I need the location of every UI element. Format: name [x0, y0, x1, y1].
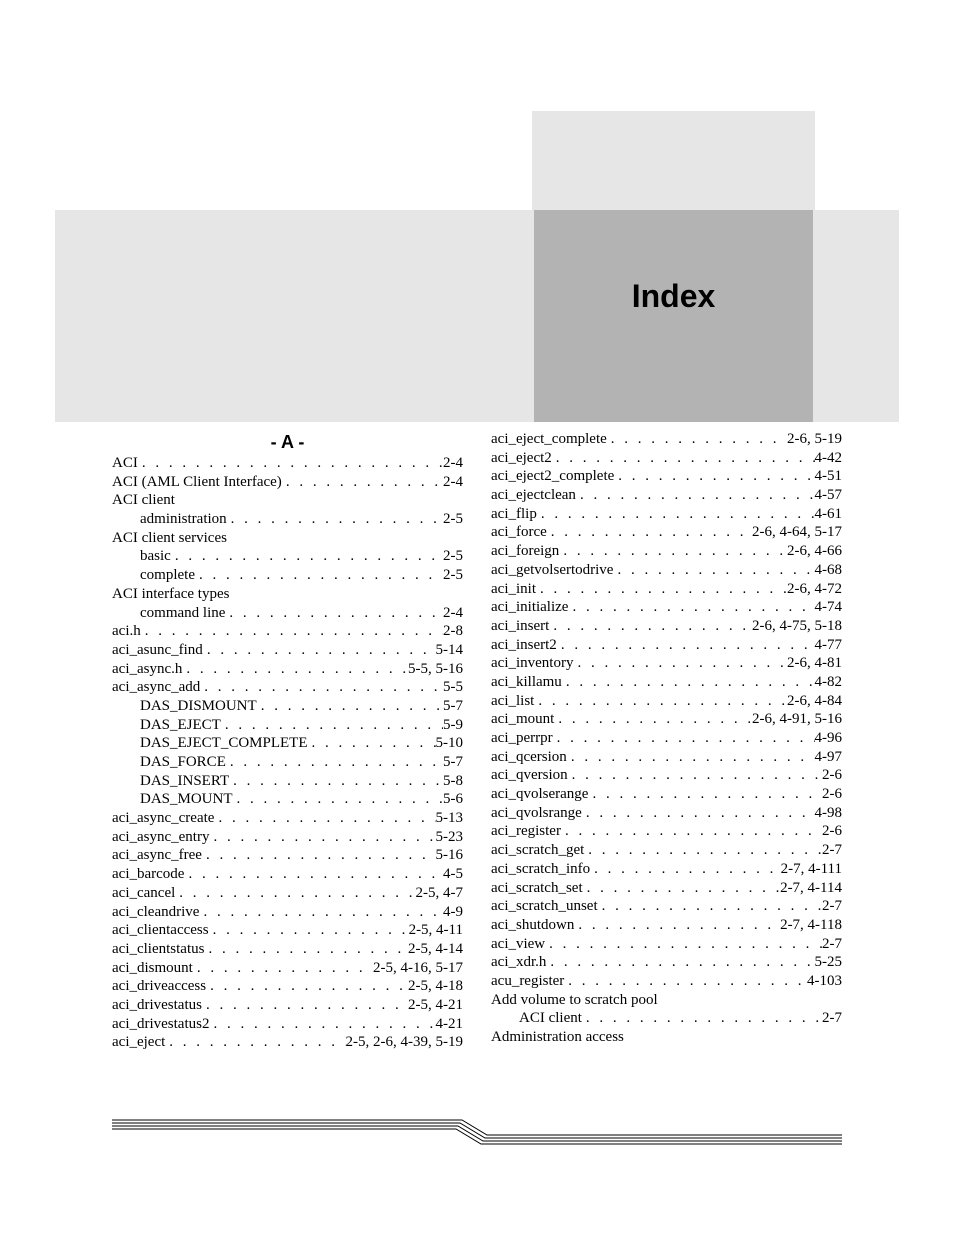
dot-leader — [568, 766, 822, 785]
dot-leader — [613, 561, 814, 580]
index-entry — [112, 454, 463, 473]
footer-rule — [112, 1118, 842, 1146]
index-term: aci_flip — [491, 505, 537, 522]
index-term: aci_eject_complete — [491, 431, 607, 447]
index-pages: 5-10 — [435, 735, 463, 752]
index-entry — [112, 846, 463, 865]
index-pages: 2-6 — [822, 786, 842, 803]
dot-leader — [536, 580, 787, 599]
dot-leader — [576, 486, 815, 505]
dot-leader — [583, 879, 780, 898]
index-term: aci_async.h — [112, 660, 183, 677]
index-term: ACI (AML Client Interface) — [112, 473, 282, 490]
index-term: aci_inventory — [491, 655, 574, 672]
dot-leader — [209, 921, 409, 940]
index-entry — [491, 748, 842, 767]
index-entry — [112, 716, 463, 735]
index-pages: 2-5, 4-18 — [408, 978, 463, 995]
index-term: aci_perrpr — [491, 730, 553, 746]
index-term: aci_eject2_complete — [491, 468, 615, 485]
index-entry — [112, 604, 463, 623]
dot-leader — [534, 692, 787, 711]
index-term: DAS_INSERT — [140, 772, 230, 789]
index-term: DAS_MOUNT — [140, 791, 233, 808]
dot-leader — [175, 884, 415, 903]
dot-leader — [547, 523, 752, 542]
index-pages: 2-6, 4-84 — [787, 692, 842, 709]
dot-leader — [545, 935, 822, 954]
letter-heading: - A - — [270, 432, 305, 452]
index-term: Add volume to scratch pool — [491, 991, 658, 1008]
index-pages: 2-6, 4-91, 5-16 — [752, 711, 842, 728]
index-pages: 2-6, 4-72 — [787, 580, 842, 597]
index-term: aci_clientstatus — [112, 940, 205, 957]
index-pages: 4-98 — [814, 804, 842, 821]
index-pages: 2-5, 2-6, 4-39, 5-19 — [345, 1034, 463, 1051]
dot-leader — [308, 734, 436, 753]
index-pages: 4-96 — [814, 730, 842, 746]
index-entry — [491, 785, 842, 804]
dot-leader — [209, 828, 435, 847]
index-entry — [491, 972, 842, 991]
index-term: aci_eject — [112, 1034, 166, 1051]
index-entry — [112, 865, 463, 884]
index-entry — [491, 598, 842, 617]
index-column-right — [491, 430, 842, 1047]
index-pages: 2-6, 4-75, 5-18 — [752, 617, 842, 634]
index-entry — [112, 809, 463, 828]
index-entry — [112, 529, 463, 548]
dot-leader — [202, 846, 436, 865]
index-pages: 2-7 — [822, 898, 842, 915]
dot-leader — [202, 996, 408, 1015]
dot-leader — [590, 860, 780, 879]
index-pages: 2-5, 4-7 — [415, 884, 463, 901]
index-entry — [491, 505, 842, 524]
index-entry — [112, 959, 463, 978]
index-entry — [112, 828, 463, 847]
dot-leader — [182, 660, 408, 679]
dot-leader — [199, 903, 443, 922]
index-entry — [491, 654, 842, 673]
dot-leader — [214, 809, 435, 828]
index-entry — [491, 486, 842, 505]
index-entry — [491, 860, 842, 879]
index-entry — [491, 804, 842, 823]
index-term: aci_xdr.h — [491, 954, 547, 971]
dot-leader — [171, 547, 443, 566]
index-pages: 4-82 — [814, 673, 842, 690]
index-term: DAS_DISMOUNT — [140, 697, 257, 714]
dot-leader — [233, 790, 443, 809]
index-term: aci_cleandrive — [112, 903, 200, 920]
index-pages: 5-9 — [443, 716, 463, 733]
index-term: command line — [140, 604, 226, 621]
index-term: administration — [140, 511, 227, 528]
index-term: aci_driveaccess — [112, 978, 207, 995]
index-term: aci_drivestatus2 — [112, 1015, 210, 1032]
dot-leader — [225, 604, 443, 623]
index-term: aci.h — [112, 623, 141, 640]
dot-leader — [561, 822, 822, 841]
index-term: aci_dismount — [112, 959, 193, 976]
dot-leader — [229, 772, 443, 791]
index-pages: 2-6, 5-19 — [787, 431, 842, 447]
dot-leader — [568, 598, 814, 617]
dot-leader — [257, 697, 443, 716]
index-term: ACI client services — [112, 529, 227, 546]
index-pages: 4-74 — [814, 599, 842, 616]
index-term: aci_scratch_info — [491, 860, 591, 877]
index-term: aci_qcersion — [491, 748, 567, 765]
dot-leader — [193, 959, 373, 978]
index-entry — [112, 585, 463, 604]
index-pages: 2-5, 4-14 — [408, 940, 463, 957]
index-entry — [491, 1009, 842, 1028]
dot-leader — [582, 1009, 822, 1028]
dot-leader — [200, 678, 443, 697]
index-pages: 5-14 — [435, 641, 463, 658]
index-term: aci_killamu — [491, 673, 562, 690]
index-entry — [112, 566, 463, 585]
index-term: ACI — [112, 455, 138, 471]
index-entry — [112, 940, 463, 959]
index-pages: 2-7, 4-114 — [780, 879, 842, 896]
index-pages: 2-4 — [443, 604, 463, 621]
index-term: aci_initialize — [491, 599, 569, 616]
index-pages: 2-5 — [443, 548, 463, 565]
index-pages: 4-42 — [814, 449, 842, 466]
index-pages: 2-4 — [443, 455, 463, 471]
index-pages: 2-6, 4-81 — [787, 655, 842, 672]
index-pages: 2-6, 4-64, 5-17 — [752, 524, 842, 541]
index-entry — [491, 673, 842, 692]
index-pages: 5-23 — [435, 828, 463, 845]
dot-leader — [559, 542, 787, 561]
index-entry — [491, 636, 842, 655]
dot-leader — [204, 940, 408, 959]
index-pages: 5-8 — [443, 772, 463, 789]
index-entry — [491, 542, 842, 561]
index-list-right — [491, 430, 842, 1047]
index-entry — [491, 523, 842, 542]
index-pages: 5-13 — [435, 810, 463, 827]
dot-leader — [557, 636, 815, 655]
index-term: aci_qvolserange — [491, 786, 589, 803]
index-entry — [491, 617, 842, 636]
index-term: aci_ejectclean — [491, 487, 576, 504]
index-pages: 2-7 — [822, 842, 842, 859]
index-entry — [491, 1028, 842, 1047]
index-entry — [112, 660, 463, 679]
dot-leader — [567, 748, 815, 767]
index-term: aci_asunc_find — [112, 641, 203, 658]
index-entry — [112, 622, 463, 641]
index-entry — [112, 921, 463, 940]
dot-leader — [552, 449, 815, 468]
index-term: aci_scratch_get — [491, 842, 585, 859]
dot-leader — [573, 654, 787, 673]
index-entry — [491, 430, 842, 449]
index-pages: 2-5, 4-16, 5-17 — [373, 959, 463, 976]
index-column-left — [112, 430, 463, 1052]
index-term: DAS_EJECT — [140, 716, 221, 733]
dot-leader — [184, 865, 443, 884]
index-term: aci_async_entry — [112, 828, 210, 845]
dot-leader — [607, 430, 787, 449]
index-pages: 2-7 — [822, 935, 842, 952]
index-term: basic — [140, 548, 171, 565]
dot-leader — [564, 972, 807, 991]
index-term: DAS_FORCE — [140, 754, 226, 770]
index-entry — [112, 1033, 463, 1052]
dot-leader — [138, 454, 443, 473]
index-entry — [491, 766, 842, 785]
index-pages: 5-25 — [814, 954, 842, 971]
index-pages: 4-57 — [814, 487, 842, 504]
index-entry — [491, 841, 842, 860]
dot-leader — [209, 1015, 435, 1034]
dot-leader — [554, 710, 752, 729]
index-entry — [112, 697, 463, 716]
index-pages: 4-68 — [814, 561, 842, 578]
index-pages: 4-51 — [814, 468, 842, 485]
index-pages: 5-5, 5-16 — [408, 660, 463, 677]
index-entry — [112, 641, 463, 660]
index-entry — [491, 580, 842, 599]
index-term: Administration access — [491, 1029, 624, 1045]
index-term: aci_async_create — [112, 810, 215, 827]
index-term: aci_init — [491, 580, 536, 597]
dot-leader — [206, 977, 408, 996]
dot-leader — [221, 716, 443, 735]
index-pages: 2-5, 4-21 — [408, 996, 463, 1013]
index-entry — [112, 772, 463, 791]
dot-leader — [549, 617, 752, 636]
index-pages: 4-9 — [443, 903, 463, 920]
index-pages: 2-5, 4-11 — [408, 922, 463, 939]
index-pages: 5-16 — [435, 847, 463, 864]
index-term: aci_insert — [491, 617, 550, 634]
index-pages: 4-5 — [443, 866, 463, 883]
index-pages: 4-97 — [814, 748, 842, 765]
index-pages: 2-7 — [822, 1010, 842, 1027]
index-term: complete — [140, 567, 195, 584]
dot-leader — [574, 916, 780, 935]
index-pages: 5-7 — [443, 697, 463, 714]
index-entry — [112, 678, 463, 697]
index-entry — [112, 473, 463, 492]
index-pages: 2-6 — [822, 767, 842, 784]
index-entry — [112, 903, 463, 922]
dot-leader — [226, 753, 443, 772]
index-term: acu_register — [491, 972, 565, 989]
dot-leader — [562, 673, 815, 692]
index-term: aci_view — [491, 935, 546, 952]
index-term: aci_list — [491, 692, 535, 709]
index-term: aci_insert2 — [491, 636, 557, 653]
index-entry — [491, 729, 842, 748]
index-term: aci_eject2 — [491, 449, 552, 466]
index-term: aci_async_free — [112, 847, 202, 864]
index-term: DAS_EJECT_COMPLETE — [140, 735, 308, 752]
index-entry — [491, 916, 842, 935]
dot-leader — [227, 510, 443, 529]
index-entry — [491, 953, 842, 972]
index-entry — [112, 884, 463, 903]
index-pages: 2-6, 4-66 — [787, 543, 842, 560]
page-title: Index — [631, 278, 716, 314]
index-entry — [491, 561, 842, 580]
dot-leader — [141, 622, 443, 641]
index-entry — [491, 991, 842, 1010]
index-pages: 5-6 — [443, 791, 463, 808]
index-pages: 2-4 — [443, 473, 463, 490]
index-pages: 2-8 — [443, 623, 463, 640]
index-list-left — [112, 454, 463, 1052]
index-pages: 2-7, 4-111 — [780, 860, 842, 877]
index-entry — [112, 510, 463, 529]
index-term: ACI client — [112, 492, 175, 509]
dot-leader — [282, 473, 443, 492]
index-term: aci_shutdown — [491, 916, 575, 933]
index-entry — [112, 996, 463, 1015]
index-term: aci_getvolsertodrive — [491, 561, 614, 578]
index-entry — [491, 935, 842, 954]
index-entry — [491, 692, 842, 711]
dot-leader — [546, 953, 814, 972]
index-entry — [491, 879, 842, 898]
index-entry — [112, 977, 463, 996]
dot-leader — [588, 785, 822, 804]
index-entry — [491, 897, 842, 916]
dot-leader — [195, 566, 443, 585]
header-band-top — [532, 111, 815, 210]
index-pages: 2-5 — [443, 567, 463, 584]
index-pages: 4-77 — [814, 636, 842, 653]
dot-leader — [537, 505, 815, 524]
index-term: aci_force — [491, 524, 547, 541]
index-term: aci_register — [491, 823, 561, 840]
index-pages: 4-103 — [807, 972, 842, 989]
index-term: aci_foreign — [491, 543, 560, 560]
index-pages: 5-5 — [443, 679, 463, 696]
index-entry — [112, 1015, 463, 1034]
dot-leader — [203, 641, 436, 660]
index-term: aci_barcode — [112, 866, 185, 883]
index-term: ACI client — [519, 1010, 582, 1027]
index-entry — [491, 822, 842, 841]
index-term: aci_qvolsrange — [491, 804, 582, 821]
index-term: ACI interface types — [112, 585, 230, 602]
dot-leader — [598, 897, 822, 916]
index-entry — [112, 790, 463, 809]
index-pages: 5-7 — [443, 754, 463, 770]
dot-leader — [614, 467, 814, 486]
index-entry — [112, 734, 463, 753]
dot-leader — [553, 729, 815, 748]
index-pages: 2-6 — [822, 823, 842, 840]
index-pages: 4-21 — [435, 1015, 463, 1032]
index-entry — [491, 449, 842, 468]
index-term: aci_async_add — [112, 679, 201, 696]
index-entry — [112, 753, 463, 772]
index-term: aci_scratch_unset — [491, 898, 598, 915]
index-term: aci_scratch_set — [491, 879, 583, 896]
index-pages: 4-61 — [814, 505, 842, 522]
index-term: aci_qversion — [491, 767, 568, 784]
index-entry — [112, 547, 463, 566]
index-term: aci_mount — [491, 711, 555, 728]
index-pages: 2-5 — [443, 511, 463, 528]
index-entry — [491, 467, 842, 486]
index-pages: 2-7, 4-118 — [780, 916, 842, 933]
index-term: aci_cancel — [112, 884, 176, 901]
dot-leader — [584, 841, 822, 860]
index-term: aci_drivestatus — [112, 996, 202, 1013]
dot-leader — [582, 804, 815, 823]
index-entry — [491, 710, 842, 729]
dot-leader — [165, 1033, 345, 1052]
index-term: aci_clientaccess — [112, 922, 209, 939]
index-entry — [112, 491, 463, 510]
